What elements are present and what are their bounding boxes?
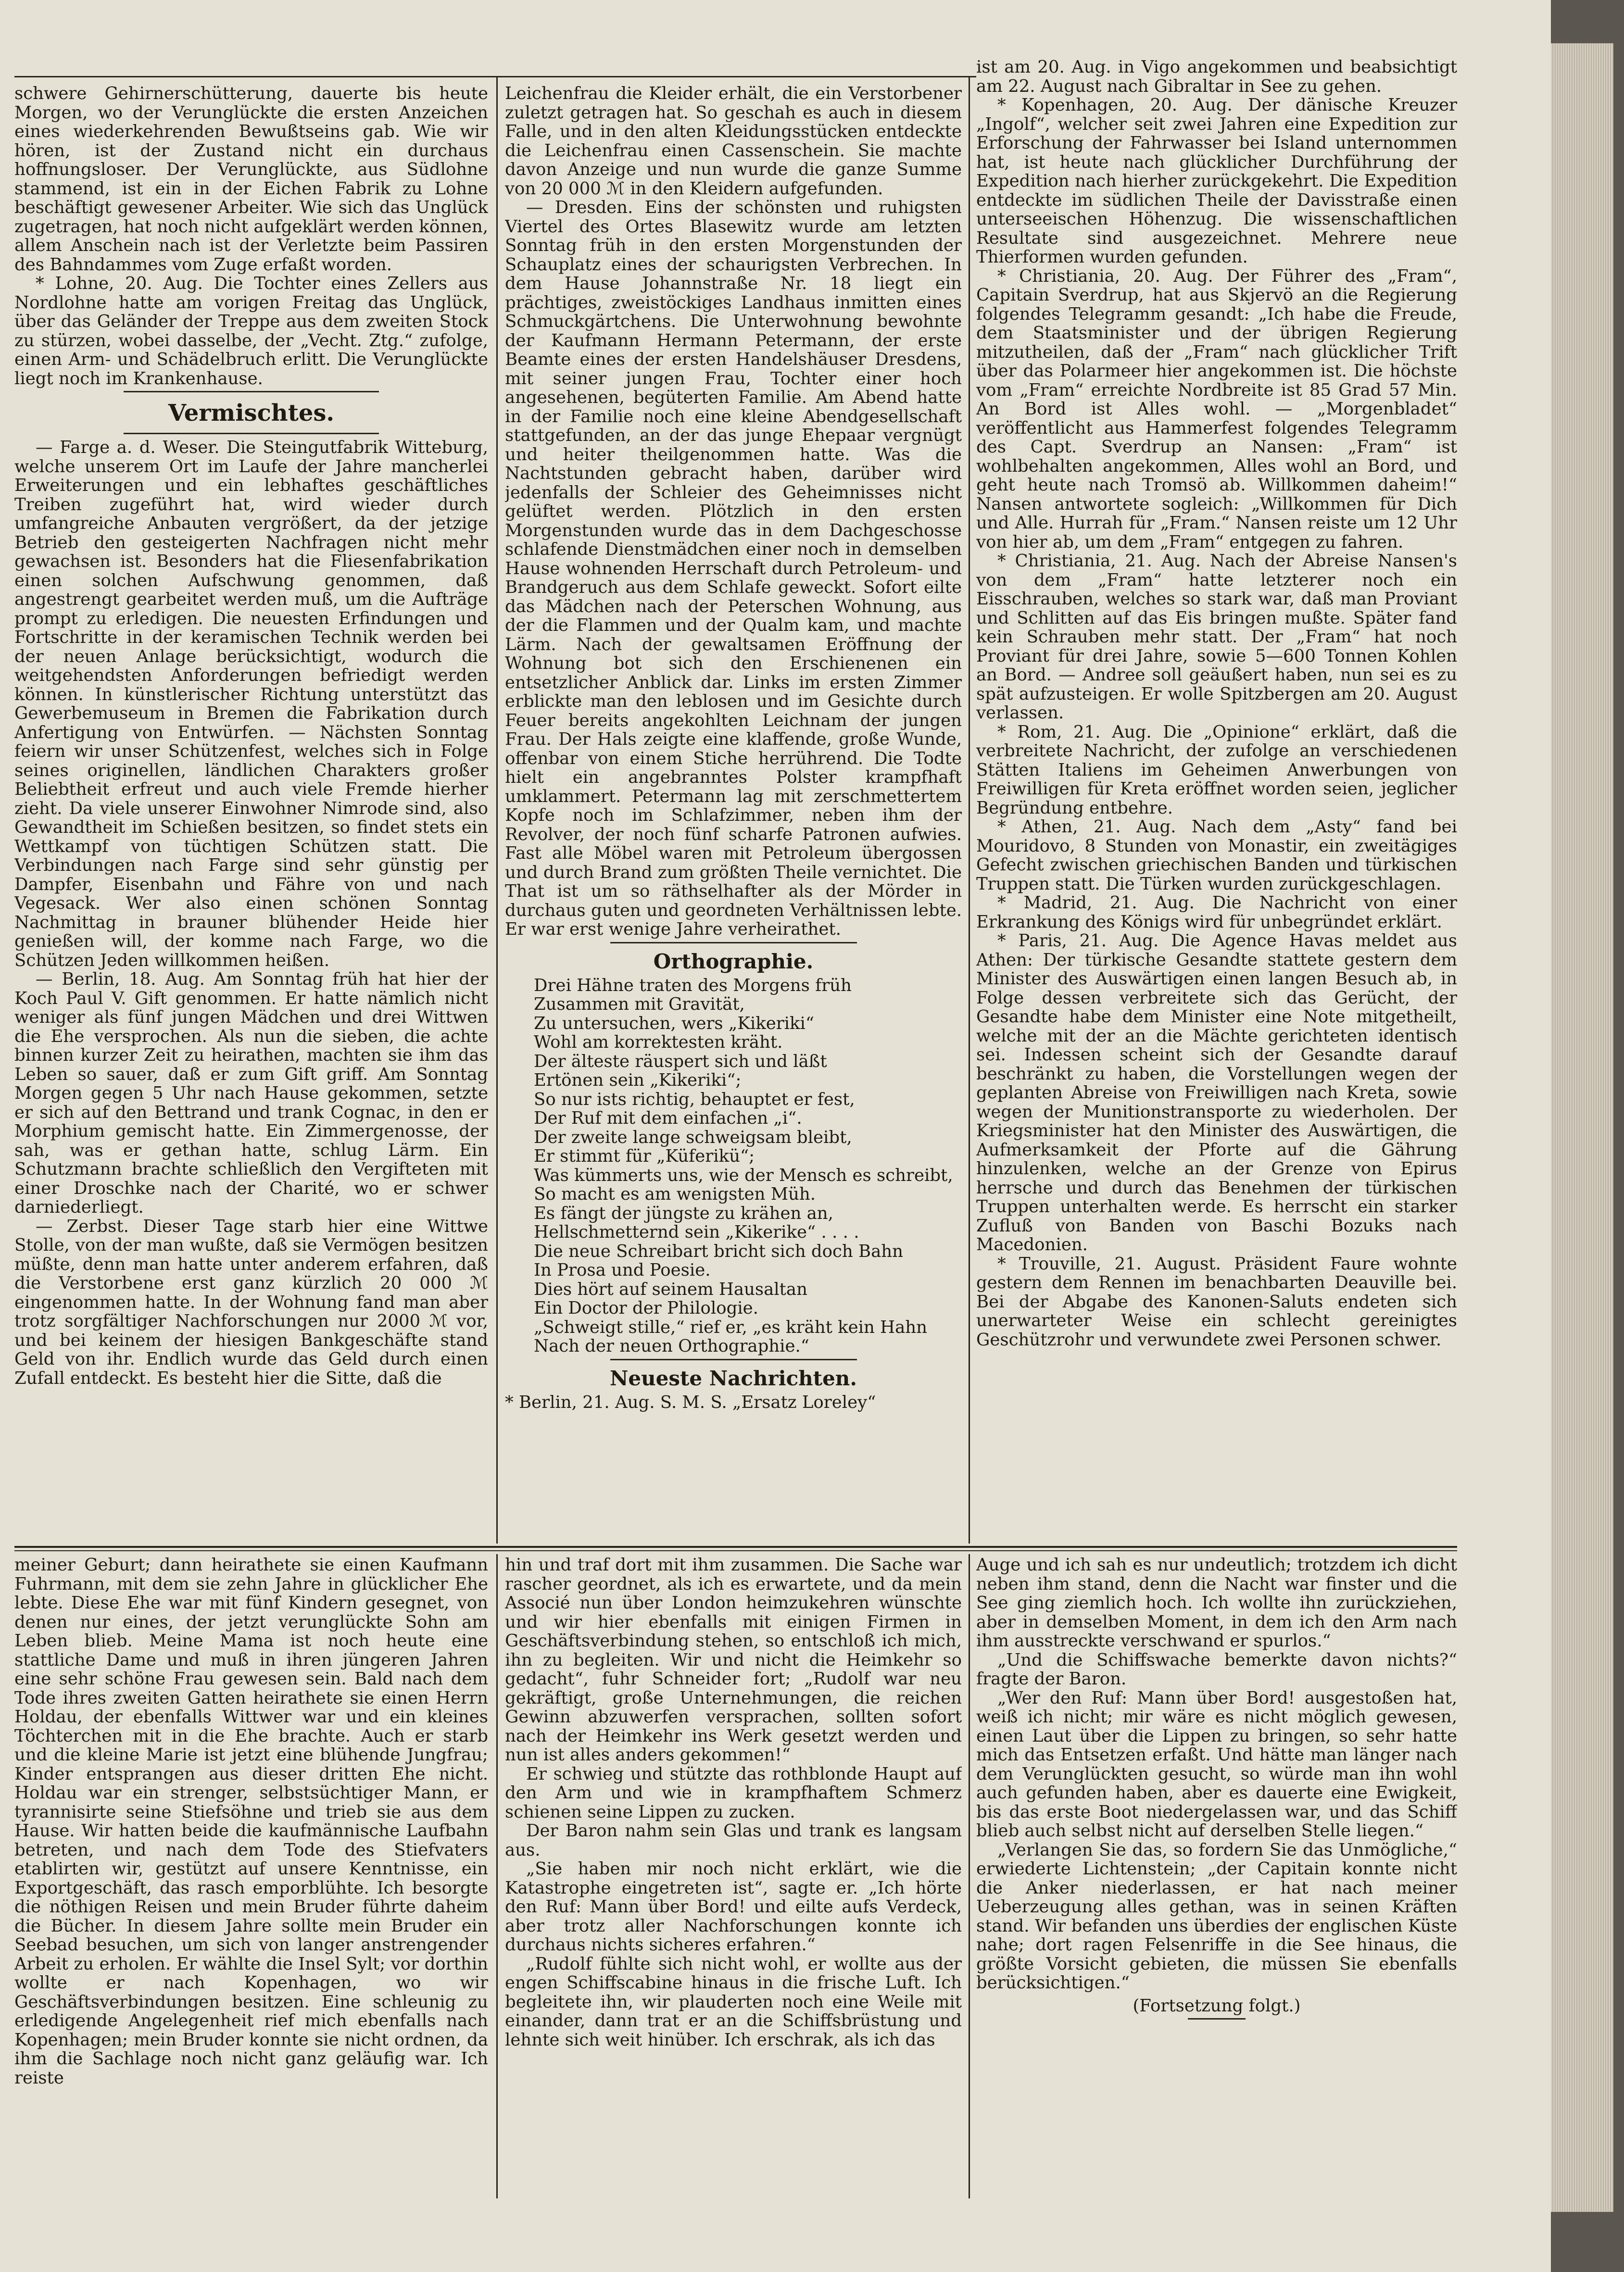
poem-line: Hellschmetternd sein „Kikerike“ . . . . bbox=[534, 1222, 859, 1242]
poem-line: In Prosa und Poesie. bbox=[534, 1260, 711, 1280]
feuilleton-text: Auge und ich sah es nur undeutlich; trotzdem ich dicht neben ihm stand, denn die Nacht war finster und die See ging ziemlich hoch. Ich wollte ihn zurückziehen, aber in demselben Moment, in dem ich den Arm nach ihm ausstreckte verschwand er spurlos.“ bbox=[976, 1556, 1457, 1651]
poem-line: Was kümmerts uns, wie der Mensch es schreibt, bbox=[534, 1165, 953, 1185]
article-berlin: — Berlin, 18. Aug. Am Sonntag früh hat hier der Koch Paul V. Gift genommen. Er hatte nämlich nicht weniger als fünf jungen Mädchen und drei Wittwen die Ehe versprochen. Als nun die sieben, die achte binnen kurzer Zeit zu heirathen, machten sie ihm das Leben so sauer, daß er zum Gift griff. Am Sonntag Morgen gegen 5 Uhr nach Hause gekommen, setzte er sich auf den Bettrand und trank Cognac, in den er Morphium gemischt hatte. Ein Zimmergenosse, der sah, was er gethan hatte, schlug Lärm. Ein Schutzmann brachte schließlich den Vergifteten mit einer Droschke nach der Charité, wo er schwer darniederliegt. bbox=[14, 969, 488, 1217]
article-lohne: * Lohne, 20. Aug. Die Tochter eines Zellers aus Nordlohne hatte am vorigen Freitag das Unglück, über das Geländer der Treppe aus dem zweiten Stock zu stürzen, wobei dasselbe, der „Vecht. Ztg.“ zufolge, einen Arm- und Schädelbruch erlitt. Die Verunglückte liegt noch im Krankenhause. bbox=[14, 274, 488, 389]
poem-line: Der älteste räuspert sich und läßt bbox=[534, 1051, 827, 1071]
column-rule bbox=[969, 1554, 970, 2198]
article-continuation: schwere Gehirnerschütterung, dauerte bis heute Morgen, wo der Verunglückte die ersten Anzeichen eines wiederkehrenden Bewußtseins gab. Wie wir hören, ist der Zustand nicht ein durchaus hoffnungsloser. Der Verunglückte, aus Südlohne stammend, ist ein in der Eichen Fabrik zu Lohne beschäftigt gewesener Arbeiter. Wie sich das Unglück zugetragen, hat noch nicht aufgeklärt werden können, allem Anschein nach ist der Verletzte beim Passiren des Bahndammes vom Zuge erfaßt worden. bbox=[14, 84, 488, 275]
poem-line: Drei Hähne traten des Morgens früh bbox=[534, 975, 852, 995]
article-farge: — Farge a. d. Weser. Die Steingutfabrik Witteburg, welche unserem Ort im Laufe der Jahre mancherlei Erweiterungen und ein lebhaftes geschäftliches Treiben zugeführt hat, wird wieder durch umfangreiche Anbauten vergrößert, da der jetzige Betrieb den gesteigerten Nachfragen nicht mehr gewachsen ist. Besonders hat die Fliesenfabrikation einen solchen Aufschwung genommen, daß angestrengt gearbeitet werden muß, um die Aufträge prompt zu erledigen. Die neuesten Erfindungen und Fortschritte in der keramischen Technik werden bei der neuen Anlage berücksichtigt, wodurch die weitgehendsten Anforderungen befriedigt werden können. In künstlerischer Richtung unterstützt das Gewerbemuseum in Bremen die Fabrikation durch Anfertigung von Entwürfen. — Nächsten Sonntag feiern wir unser Schützenfest, welches sich in Folge seines originellen, ländlichen Charakters großer Beliebtheit erfreut und auch viele Fremde hierher zieht. Da viele unserer Einwohner Nimrode sind, also Gewandtheit im Schießen besitzen, so findet stets ein Wettkampf von tüchtigen Schützen statt. Die Verbindungen nach Farge sind sehr günstig per Dampfer, Eisenbahn und Fähre von und nach Vegesack. Wer also einen schönen Sonntag Nachmittag in brauner blühender Heide hier genießen will, der komme nach Farge, wo die Schützen Jeden willkommen heißen. bbox=[14, 438, 488, 970]
column-2 bbox=[505, 84, 962, 1541]
feuilleton-text: „Wer den Ruf: Mann über Bord! ausgestoßen hat, weiß ich nicht; mir wäre es nicht möglich gewesen, einen Laut über die Lippen zu bringen, so sehr hatte mich das Entsetzen erfaßt. Und hätte man länger nach dem Verunglückten gesucht, so würde man ihn wohl auch gefunden haben, aber es dauerte eine Ewigkeit, bis das erste Boot niedergelassen war, und das Schiff blieb auch selbst nicht auf derselben Stelle liegen.“ bbox=[976, 1688, 1457, 1841]
divider bbox=[610, 942, 857, 943]
feuilleton-text: „Rudolf fühlte sich nicht wohl, er wollte aus der engen Schiffscabine hinaus in die frische Luft. Ich begleitete ihn, wir plauderten noch eine Weile mit einander, dann trat er an die Schiffsbrüstung und lehnte sich weit hinüber. Ich erschrak, als ich das bbox=[505, 1954, 962, 2050]
continued-note: (Fortsetzung folgt.) bbox=[1133, 1996, 1301, 2016]
news-heading: Neueste Nachrichten. bbox=[610, 1366, 857, 1390]
divider bbox=[124, 433, 379, 434]
feuilleton-text: hin und traf dort mit ihm zusammen. Die Sache war rascher geordnet, als ich es erwartete, und da mein Associé nun über London heimzukehren wünschte und wir hier ebenfalls mit einigen Firmen in Geschäftsverbindung stehen, so entschloß ich mich, ihn zu begleiten. Wir und nicht die Heimkehr so gedacht“, fuhr Schneider fort; „Rudolf war neu gekräftigt, große Unternehmungen, die reichen Gewinn abzuwerfen versprachen, sollten sofort nach der Heimkehr ins Werk gesetzt werden und nun ist alles anders gekommen!“ bbox=[505, 1556, 962, 1765]
feuilleton-text: „Und die Schiffswache bemerkte davon nichts?“ fragte der Baron. bbox=[976, 1650, 1457, 1689]
poem-title: Orthographie. bbox=[653, 949, 814, 973]
feuilleton-text: Der Baron nahm sein Glas und trank es langsam aus. bbox=[505, 1821, 962, 1860]
poem-line: Ertönen sein „Kikeriki“; bbox=[534, 1070, 742, 1090]
poem-line: Dies hört auf seinem Hausaltan bbox=[534, 1279, 807, 1299]
poem-line: Zusammen mit Gravität, bbox=[534, 994, 745, 1014]
article-rom: * Rom, 21. Aug. Die „Opinione“ erklärt, daß die verbreitete Nachricht, der zufolge an verschiedenen Stätten Italiens im Geheimen Anwerbungen von Freiwilligen für Kreta eröffnet worden seien, jeglicher Begründung entbehre. bbox=[976, 722, 1457, 818]
column-rule bbox=[496, 77, 498, 1544]
article-berlin-news: * Berlin, 21. Aug. S. M. S. „Ersatz Loreley“ bbox=[505, 1392, 876, 1412]
top-rule bbox=[14, 76, 976, 77]
section-heading-vermischtes: Vermischtes. bbox=[168, 400, 335, 427]
column-1 bbox=[14, 84, 488, 1541]
poem-line: „Schweigt stille,“ rief er, „es kräht kein Hahn bbox=[534, 1317, 927, 1337]
poem-line: Die neue Schreibart bricht sich doch Bahn bbox=[534, 1241, 903, 1261]
column-3 bbox=[976, 58, 1457, 1541]
feuilleton-text: „Sie haben mir noch nicht erklärt, wie die Katastrophe eingetreten ist“, sagte er. „Ich hörte den Ruf: Mann über Bord! und eilte aufs Verdeck, aber trotz aller Nachforschungen konnte ich durchaus nichts sicheres erfahren.“ bbox=[505, 1859, 962, 1955]
feuilleton-column-1 bbox=[14, 1556, 488, 2195]
poem-line: Er stimmt für „Küferikü“; bbox=[534, 1146, 755, 1166]
divider bbox=[1188, 2018, 1246, 2020]
book-edge bbox=[1551, 43, 1613, 2212]
article-continuation: Leichenfrau die Kleider erhält, die ein Verstorbener zuletzt getragen hat. So geschah es auch in diesem Falle, und in den alten Kleidungsstücken entdeckte die Leichenfrau einen Cassenschein. Sie machte davon Anzeige und nun wurde die ganze Summe von 20 000 ℳ in den Kleidern aufgefunden. bbox=[505, 84, 962, 199]
feuilleton-rule-thin bbox=[14, 1550, 1457, 1551]
poem-line: Der zweite lange schweigsam bleibt, bbox=[534, 1127, 852, 1147]
article-christiania-1: * Christiania, 20. Aug. Der Führer des „Fram“, Capitain Sverdrup, hat aus Skjervö an die Regierung folgendes Telegramm gesandt: „Ich habe die Freude, dem Staatsminister und der übrigen Regierung mitzutheilen, daß der „Fram“ nach glücklicher Trift über das Polarmeer hier angekommen ist. Die höchste vom „Fram“ erreichte Nordbreite ist 85 Grad 57 Min. An Bord ist Alles wohl. — „Morgenbladet“ veröffentlicht aus Hammerfest folgendes Telegramm des Capt. Sverdrup an Nansen: „Fram“ ist wohlbehalten angekommen, Alles wohl an Bord, und geht heute nach Tromsö ab. Willkommen daheim!“ Nansen antwortete sogleich: „Willkommen für Dich und Alle. Hurrah für „Fram.“ Nansen reiste um 12 Uhr von hier ab, um dem „Fram“ entgegen zu fahren. bbox=[976, 266, 1457, 552]
feuilleton-text: meiner Geburt; dann heirathete sie einen Kaufmann Fuhrmann, mit dem sie zehn Jahre in glücklicher Ehe lebte. Diese Ehe war mit fünf Kindern gesegnet, von denen nur eines, der jetzt verunglückte Sohn am Leben blieb. Meine Mama ist noch heute eine stattliche Dame und muß in ihren jüngeren Jahren eine sehr schöne Frau gewesen sein. Bald nach dem Tode ihres zweiten Gatten heirathete sie einen Herrn Holdau, der ebenfalls Wittwer war und ein kleines Töchterchen mit in die Ehe brachte. Auch er starb und die kleine Marie ist jetzt eine blühende Jungfrau; Kinder entsprangen aus dieser dritten Ehe nicht. Holdau war ein strenger, selbstsüchtiger Mann, er tyrannisirte seine Stiefsöhne und trieb sie aus dem Hause. Wir hatten beide die kaufmännische Laufbahn betreten, und nach dem Tode des Stiefvaters etablirten wir, gestützt auf unsere Kenntnisse, ein Exportgeschäft, das rasch emporblühte. Ich besorgte die nöthigen Reisen und mein Bruder führte daheim die Bücher. In diesem Jahre sollte mein Bruder ein Seebad besuchen, um sich von langer anstrengender Arbeit zu erholen. Er wählte die Insel Sylt; vor dorthin wollte er nach Kopenhagen, wo wir Geschäftsverbindungen besitzen. Eine schleunig zu erledigende Angelegenheit rief mich ebenfalls nach Kopenhagen; mein Bruder konnte sie nicht ordnen, da ihm die Sachlage noch nicht ganz geläufig war. Ich reiste bbox=[14, 1556, 488, 2088]
poem-line: Zu untersuchen, wers „Kikeriki“ bbox=[534, 1013, 815, 1033]
poem-line: So macht es am wenigsten Müh. bbox=[534, 1184, 816, 1204]
article-madrid: * Madrid, 21. Aug. Die Nachricht von einer Erkrankung des Königs wird für unbegründet erklärt. bbox=[976, 893, 1457, 932]
article-athen: * Athen, 21. Aug. Nach dem „Asty“ fand bei Mouridovo, 8 Stunden von Monastir, ein zweitägiges Gefecht zwischen griechischen Banden und türkischen Truppen statt. Die Türken wurden zurückgeschlagen. bbox=[976, 817, 1457, 894]
article-kopenhagen: * Kopenhagen, 20. Aug. Der dänische Kreuzer „Ingolf“, welcher seit zwei Jahren eine Expedition zur Erforschung der Fahrwasser bei Island unternommen hat, ist heute nach glücklicher Durchführung der Expedition nach hierher zurückgekehrt. Die Expedition entdeckte im südlichen Theile der Davisstraße einen unterseeischen Höhenzug. Die wissenschaftlichen Resultate sind ausgezeichnet. Mehrere neue Thierformen wurden gefunden. bbox=[976, 95, 1457, 267]
feuilleton-column-3 bbox=[976, 1556, 1457, 2195]
poem-line: Ein Doctor der Philologie. bbox=[534, 1298, 758, 1318]
article-paris: * Paris, 21. Aug. Die Agence Havas meldet aus Athen: Der türkische Gesandte stattete gestern dem Minister des Auswärtigen einen langen Besuch ab, in Folge dessen verbreitete sich das Gerücht, der Gesandte habe dem Minister eine Note mitgetheilt, welche mit der an die Mächte gerichteten identisch sei. Indessen scheint sich der Gesandte darauf beschränkt zu haben, die Vorstellungen wegen der geplanten Abreise von Freiwilligen nach Kreta, sowie wegen der Munitionstransporte zu wiederholen. Der Kriegsminister hat den Minister des Auswärtigen, die Aufmerksamkeit der Pforte auf die Gährung hinzulenken, welche an der Grenze von Epirus herrsche und durch das Benehmen der türkischen Truppen unterhalten werde. Es herrscht ein starker Zufluß von Banden von Baschi Bozuks nach Macedonien. bbox=[976, 931, 1457, 1255]
column-rule bbox=[969, 77, 970, 1544]
article-christiania-2: * Christiania, 21. Aug. Nach der Abreise Nansen's von dem „Fram“ hatte letzterer noch ein Eisschrauben, welches so stark war, daß man Proviant und Schlitten auf das Eis bringen mußte. Später fand kein Schrauben mehr statt. Der „Fram“ hat noch Proviant für drei Jahre, sowie 5—600 Tonnen Kohlen an Bord. — Andree soll geäußert haben, nun sei es zu spät aufzusteigen. Er wolle Spitzbergen am 20. August verlassen. bbox=[976, 551, 1457, 723]
poem bbox=[505, 976, 962, 1356]
poem-line: So nur ists richtig, behauptet er fest, bbox=[534, 1089, 855, 1109]
divider bbox=[124, 391, 379, 392]
article-zerbst: — Zerbst. Dieser Tage starb hier eine Wittwe Stolle, von der man wußte, daß sie Vermögen besitzen müßte, denn man hatte unter anderem erfahren, daß die Verstorbene erst ganz kürzlich 20 000 ℳ eingenommen hatte. In der Wohnung fand man aber trotz sorgfältiger Nachforschungen nur 2000 ℳ vor, und bei keinem der hiesigen Bankgeschäfte stand Geld von ihr. Endlich wurde das Geld durch einen Zufall entdeckt. Es besteht hier die Sitte, daß die bbox=[14, 1216, 488, 1388]
feuilleton-column-2 bbox=[505, 1556, 962, 2195]
divider bbox=[610, 1359, 857, 1360]
poem-line: Nach der neuen Orthographie.“ bbox=[534, 1336, 809, 1356]
poem-line: Es fängt der jüngste zu krähen an, bbox=[534, 1203, 833, 1223]
column-rule bbox=[496, 1554, 498, 2198]
poem-line: Wohl am korrektesten kräht. bbox=[534, 1032, 783, 1052]
poem-line: Der Ruf mit dem einfachen „i“. bbox=[534, 1108, 802, 1128]
feuilleton-rule bbox=[14, 1546, 1457, 1548]
article-trouville: * Trouville, 21. August. Präsident Faure wohnte gestern dem Rennen im benachbarten Deauville bei. Bei der Abgabe des Kanonen-Saluts endeten sich unerwarteter Weise ein schlecht gereinigtes Geschützrohr und verwundete zwei Personen schwer. bbox=[976, 1254, 1457, 1350]
article-continuation: ist am 20. Aug. in Vigo angekommen und beabsichtigt am 22. August nach Gibraltar in See zu gehen. bbox=[976, 58, 1457, 96]
feuilleton-text: „Verlangen Sie das, so fordern Sie das Unmögliche,“ erwiederte Lichtenstein; „der Capitain konnte nicht die Anker niederlassen, er hat nach meiner Ueberzeugung alles gethan, was in seinen Kräften stand. Wir befanden uns überdies der englischen Küste nahe; dort ragen Felsenriffe in die See hinaus, die größte Vorsicht gebieten, die müssen Sie ebenfalls berücksichtigen.“ bbox=[976, 1840, 1457, 1993]
feuilleton-text: Er schwieg und stützte das rothblonde Haupt auf den Arm und wie in krampfhaftem Schmerz schienen seine Lippen zu zucken. bbox=[505, 1764, 962, 1822]
article-dresden: — Dresden. Eins der schönsten und ruhigsten Viertel des Ortes Blasewitz wurde am letzten Sonntag früh in den ersten Morgenstunden der Schauplatz eines der schaurigsten Verbrechen. In dem Hause Johannstraße Nr. 18 liegt ein prächtiges, zweistöckiges Landhaus inmitten eines Schmuckgärtchens. Die Unterwohnung bewohnte der Kaufmann Hermann Petermann, der erste Beamte eines der ersten Handelshäuser Dresdens, mit seiner jungen Frau, Tochter einer hoch angesehenen, begüterten Familie. Am Abend hatte in der Familie noch eine kleine Abendgesellschaft stattgefunden, an der das junge Ehepaar vergnügt und heiter theilgenommen hatte. Was die Nachtstunden gebracht haben, darüber wird jedenfalls der Schleier des Geheimnisses nicht gelüftet werden. Plötzlich in den ersten Morgenstunden wurde das in dem Dachgeschosse schlafende Dienstmädchen einer noch in demselben Hause wohnenden Herrschaft durch Petroleum- und Brandgeruch aus dem Schlafe geweckt. Sofort eilte das Mädchen nach der Peterschen Wohnung, aus der die Flammen und der Qualm kam, und machte Lärm. Nach der gewaltsamen Eröffnung der Wohnung bot sich den Erschienenen ein entsetzlicher Anblick dar. Links im ersten Zimmer erblickte man den leblosen und im Gesichte durch Feuer bereits angekohlten Leichnam der jungen Frau. Der Hals zeigte eine klaffende, große Wunde, offenbar von einem Stiche herrührend. Die Todte hielt ein angebranntes Polster krampfhaft umklammert. Petermann lag mit zerschmettertem Kopfe noch im Schlafzimmer, neben ihm der Revolver, der noch fünf scharfe Patronen aufwies. Fast alle Möbel waren mit Petroleum übergossen und durch Brand zum größten Theile vernichtet. Die That ist um so räthselhafter als der Mörder in durchaus guten und geordneten Verhältnissen lebte. Er war erst wenige Jahre verheirathet. bbox=[505, 198, 962, 939]
